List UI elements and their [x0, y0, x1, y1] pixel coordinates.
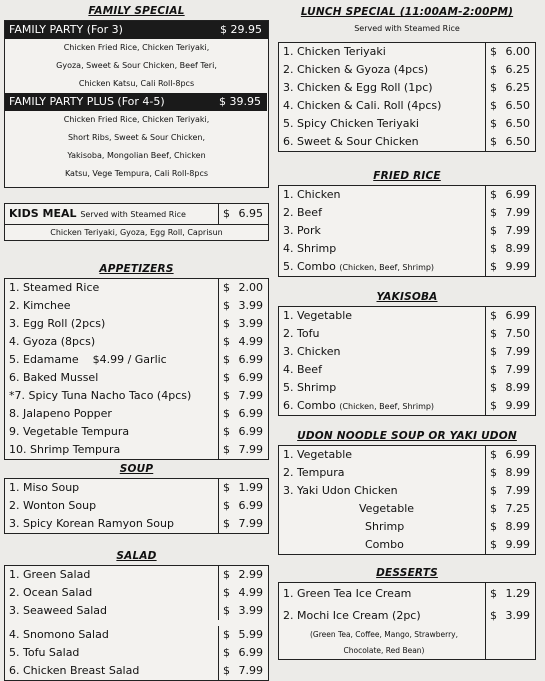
currency: $: [223, 353, 230, 366]
desc-line: Katsu, Vege Tempura, Cali Roll-8pcs: [64, 169, 209, 178]
lunch-special-sub: Served with Steamed Rice: [354, 24, 460, 33]
item-price: 2.99: [238, 568, 263, 581]
item-name: 3. Chicken: [283, 345, 341, 358]
currency: $: [223, 371, 230, 384]
item-name: *7. Spicy Tuna Nacho Taco (4pcs): [9, 389, 192, 402]
currency: $: [490, 399, 497, 412]
item-name: 3. Yaki Udon Chicken: [283, 484, 398, 497]
item-price: 1.99: [238, 481, 263, 494]
item-price: 6.99: [238, 407, 263, 420]
item-note: (Chicken, Beef, Shrimp): [339, 402, 435, 411]
soup-title: SOUP: [119, 463, 154, 475]
currency: $: [223, 207, 230, 220]
item-name: 3. Seaweed Salad: [9, 604, 107, 617]
currency: $: [223, 335, 230, 348]
menu-item: [279, 482, 535, 500]
menu-item: [5, 351, 268, 369]
dessert-note: (Green Tea, Coffee, Mango, Strawberry,: [310, 630, 458, 639]
currency: $: [490, 45, 497, 58]
item-price: 7.25: [505, 502, 530, 515]
item-price: 7.99: [505, 206, 530, 219]
salad-box: [4, 565, 269, 681]
item-price: 7.50: [505, 327, 530, 340]
item-price: 6.99: [238, 499, 263, 512]
item-name: Vegetable: [359, 502, 415, 515]
item-price: 7.99: [505, 363, 530, 376]
item-price: 6.50: [505, 117, 530, 130]
item-price: 6.25: [505, 81, 530, 94]
item-price: 6.99: [238, 425, 263, 438]
item-name: 4. Chicken & Cali. Roll (4pcs): [283, 99, 442, 112]
item-price: 6.50: [505, 99, 530, 112]
item-name: 1. Chicken: [283, 188, 341, 201]
item-price: 9.99: [505, 260, 530, 273]
currency: $: [490, 327, 497, 340]
currency: $: [223, 389, 230, 402]
menu-item: [5, 315, 268, 333]
currency: $: [490, 224, 497, 237]
item-price: 7.99: [238, 443, 263, 456]
currency: $: [223, 664, 230, 677]
item-name: 5. Edamame $4.99 / Garlic: [9, 353, 167, 366]
menu-item: [279, 518, 535, 536]
soup-box: [4, 478, 269, 534]
currency: $: [490, 538, 497, 551]
menu-item: [279, 325, 535, 343]
menu-item: [279, 43, 535, 61]
kids-meal-desc: Chicken Teriyaki, Gyoza, Egg Roll, Caprisun: [4, 225, 269, 241]
menu-item: [5, 423, 268, 441]
lunch-special-box: [278, 42, 536, 152]
item-name: 1. Miso Soup: [9, 481, 80, 494]
currency: $: [490, 206, 497, 219]
item-price: 5.99: [238, 628, 263, 641]
currency: $: [223, 299, 230, 312]
item-price: 7.99: [238, 664, 263, 677]
currency: $: [223, 281, 230, 294]
kids-meal-box: [4, 203, 269, 225]
item-name: 2. Mochi Ice Cream (2pc): [283, 609, 421, 622]
menu-item: [279, 583, 535, 605]
menu-item: [279, 258, 535, 276]
desc-line: Chicken Fried Rice, Chicken Teriyaki,: [63, 43, 210, 52]
desc-line: Yakisoba, Mongolian Beef, Chicken: [67, 151, 206, 160]
yakisoba-title: YAKISOBA: [376, 291, 438, 303]
menu-item: [5, 405, 268, 423]
item-name: 3. Spicy Korean Ramyon Soup: [9, 517, 174, 530]
item-price: 6.99: [505, 309, 530, 322]
item-price: 3.99: [238, 299, 263, 312]
menu-item: [279, 240, 535, 258]
currency: $: [490, 381, 497, 394]
currency: $: [490, 609, 497, 622]
item-price: 3.99: [238, 604, 263, 617]
lunch-special-title: LUNCH SPECIAL (11:00AM-2:00PM): [300, 6, 514, 18]
currency: $: [490, 484, 497, 497]
family-special-box: [4, 20, 269, 188]
menu-item: [5, 441, 268, 459]
item-name: 4. Snomono Salad: [9, 628, 109, 641]
item-price: 7.99: [238, 517, 263, 530]
item-name: 5. Spicy Chicken Teriyaki: [283, 117, 419, 130]
item-name: 2. Tofu: [283, 327, 320, 340]
menu-item: [5, 644, 268, 662]
yakisoba-box: [278, 306, 536, 416]
kids-meal-label: KIDS MEAL: [9, 207, 77, 220]
family-party-price: 29.95: [230, 23, 262, 36]
menu-item: [279, 464, 535, 482]
item-name: 9. Vegetable Tempura: [9, 425, 130, 438]
item-name: 6. Baked Mussel: [9, 371, 99, 384]
menu-item: [5, 479, 268, 497]
item-price: 7.99: [505, 224, 530, 237]
item-price: 6.99: [238, 371, 263, 384]
family-party-desc: [5, 39, 268, 93]
desc-line: Gyoza, Sweet & Sour Chicken, Beef Teri,: [56, 61, 217, 70]
currency: $: [490, 502, 497, 515]
menu-item: [279, 361, 535, 379]
item-price: 7.99: [505, 484, 530, 497]
item-name: 3. Chicken & Egg Roll (1pc): [283, 81, 433, 94]
fried-rice-title: FRIED RICE: [373, 170, 441, 182]
item-price: 4.99: [238, 586, 263, 599]
item-name: 1. Chicken Teriyaki: [283, 45, 386, 58]
menu-item: [5, 387, 268, 405]
menu-item: [279, 307, 535, 325]
menu-item: [279, 397, 535, 415]
desserts-box: [278, 582, 536, 660]
currency: $: [490, 242, 497, 255]
item-price: 6.99: [238, 353, 263, 366]
menu-item: [5, 602, 268, 620]
currency: $: [223, 499, 230, 512]
item-price: 2.00: [238, 281, 263, 294]
currency: $: [223, 604, 230, 617]
menu-item: [279, 133, 535, 151]
currency: $: [223, 628, 230, 641]
currency: $: [490, 63, 497, 76]
currency: $: [490, 188, 497, 201]
item-price: 6.99: [505, 448, 530, 461]
menu-item: [279, 446, 535, 464]
dessert-note-row: [279, 643, 535, 659]
menu-item: [5, 662, 268, 680]
appetizers-title: APPETIZERS: [99, 263, 174, 275]
currency: $: [490, 309, 497, 322]
currency: $: [490, 587, 497, 600]
udon-box: [278, 445, 536, 555]
item-name: 2. Beef: [283, 206, 322, 219]
menu-item: [279, 97, 535, 115]
currency: $: [223, 481, 230, 494]
currency: $: [223, 586, 230, 599]
currency: $: [223, 443, 230, 456]
item-name: 6. Sweet & Sour Chicken: [283, 135, 419, 148]
item-name: 2. Ocean Salad: [9, 586, 93, 599]
item-name: 1. Vegetable: [283, 309, 353, 322]
menu-item: [279, 115, 535, 133]
currency: $: [490, 117, 497, 130]
menu-item: [279, 379, 535, 397]
menu-item: [5, 369, 268, 387]
menu-item: [279, 536, 535, 554]
item-name: 6. Chicken Breast Salad: [9, 664, 140, 677]
item-name: 4. Beef: [283, 363, 322, 376]
currency: $: [220, 23, 227, 36]
dessert-note: Chocolate, Red Bean): [343, 646, 425, 655]
item-price: 6.50: [505, 135, 530, 148]
menu-item: [5, 566, 268, 584]
item-name: Combo: [365, 538, 404, 551]
desc-line: Short Ribs, Sweet & Sour Chicken,: [67, 133, 206, 142]
item-price: 7.99: [505, 345, 530, 358]
item-name: 1. Green Salad: [9, 568, 91, 581]
currency: $: [490, 466, 497, 479]
currency: $: [223, 425, 230, 438]
item-price: 1.29: [505, 587, 530, 600]
item-name: 5. Combo: [283, 260, 336, 273]
menu-item: [279, 500, 535, 518]
currency: $: [490, 345, 497, 358]
desserts-title: DESSERTS: [376, 567, 438, 579]
menu-item: [5, 497, 268, 515]
currency: $: [490, 448, 497, 461]
family-party-plus-header: [5, 93, 267, 111]
item-price: 4.99: [238, 335, 263, 348]
menu-item: [5, 297, 268, 315]
currency: $: [219, 95, 226, 108]
family-party-plus-price: 39.95: [229, 95, 261, 108]
item-name: 5. Tofu Salad: [9, 646, 80, 659]
desc-line: Chicken Katsu, Cali Roll-8pcs: [78, 79, 195, 88]
currency: $: [223, 517, 230, 530]
item-name: 1. Green Tea Ice Cream: [283, 587, 412, 600]
item-name: 1. Vegetable: [283, 448, 353, 461]
item-price: 6.00: [505, 45, 530, 58]
currency: $: [490, 260, 497, 273]
desc-line: Chicken Fried Rice, Chicken Teriyaki,: [63, 115, 210, 124]
item-name: 8. Jalapeno Popper: [9, 407, 112, 420]
item-name: 3. Egg Roll (2pcs): [9, 317, 106, 330]
appetizers-box: [4, 278, 269, 460]
currency: $: [223, 407, 230, 420]
currency: $: [223, 646, 230, 659]
menu-item: [5, 279, 268, 297]
menu-item: [279, 343, 535, 361]
item-price: 9.99: [505, 399, 530, 412]
menu-item: [279, 222, 535, 240]
menu-item: [5, 515, 268, 533]
item-name: 4. Shrimp: [283, 242, 337, 255]
item-name: 2. Tempura: [283, 466, 345, 479]
currency: $: [490, 81, 497, 94]
item-name: 5. Shrimp: [283, 381, 337, 394]
salad-title: SALAD: [116, 550, 157, 562]
currency: $: [490, 135, 497, 148]
fried-rice-box: [278, 185, 536, 277]
item-price: 8.99: [505, 466, 530, 479]
item-price: 6.99: [505, 188, 530, 201]
item-price: 9.99: [505, 538, 530, 551]
menu-item: [279, 204, 535, 222]
item-name: Shrimp: [365, 520, 405, 533]
udon-title: UDON NOODLE SOUP OR YAKI UDON: [297, 430, 517, 442]
item-name: 6. Combo: [283, 399, 336, 412]
dessert-note-row: [279, 627, 535, 643]
item-price: 7.99: [238, 389, 263, 402]
item-price: 8.99: [505, 242, 530, 255]
item-note: (Chicken, Beef, Shrimp): [339, 263, 435, 272]
menu-item: [5, 333, 268, 351]
item-name: 1. Steamed Rice: [9, 281, 100, 294]
family-party-header: [5, 21, 268, 39]
menu-item: [279, 186, 535, 204]
item-name: 2. Chicken & Gyoza (4pcs): [283, 63, 429, 76]
item-price: 8.99: [505, 381, 530, 394]
item-price: 3.99: [505, 609, 530, 622]
menu-item: [279, 605, 535, 627]
item-name: 2. Wonton Soup: [9, 499, 97, 512]
kids-meal-note: Served with Steamed Rice: [80, 210, 186, 219]
family-party-plus-label: FAMILY PARTY PLUS (For 4-5): [9, 95, 165, 108]
currency: $: [223, 568, 230, 581]
item-name: 3. Pork: [283, 224, 321, 237]
currency: $: [490, 363, 497, 376]
menu-item: [5, 584, 268, 602]
kids-meal-price: 6.95: [238, 207, 263, 220]
family-party-plus-desc: [5, 111, 268, 183]
item-price: 8.99: [505, 520, 530, 533]
item-price: 6.99: [238, 646, 263, 659]
menu-item: [5, 626, 268, 644]
item-name: 2. Kimchee: [9, 299, 71, 312]
item-name: 4. Gyoza (8pcs): [9, 335, 96, 348]
menu-item: [279, 61, 535, 79]
family-party-label: FAMILY PARTY (For 3): [9, 23, 123, 36]
currency: $: [490, 99, 497, 112]
currency: $: [490, 520, 497, 533]
menu-item: [279, 79, 535, 97]
family-special-title: FAMILY SPECIAL: [88, 5, 185, 17]
item-price: 3.99: [238, 317, 263, 330]
item-name: 10. Shrimp Tempura: [9, 443, 121, 456]
item-price: 6.25: [505, 63, 530, 76]
currency: $: [223, 317, 230, 330]
